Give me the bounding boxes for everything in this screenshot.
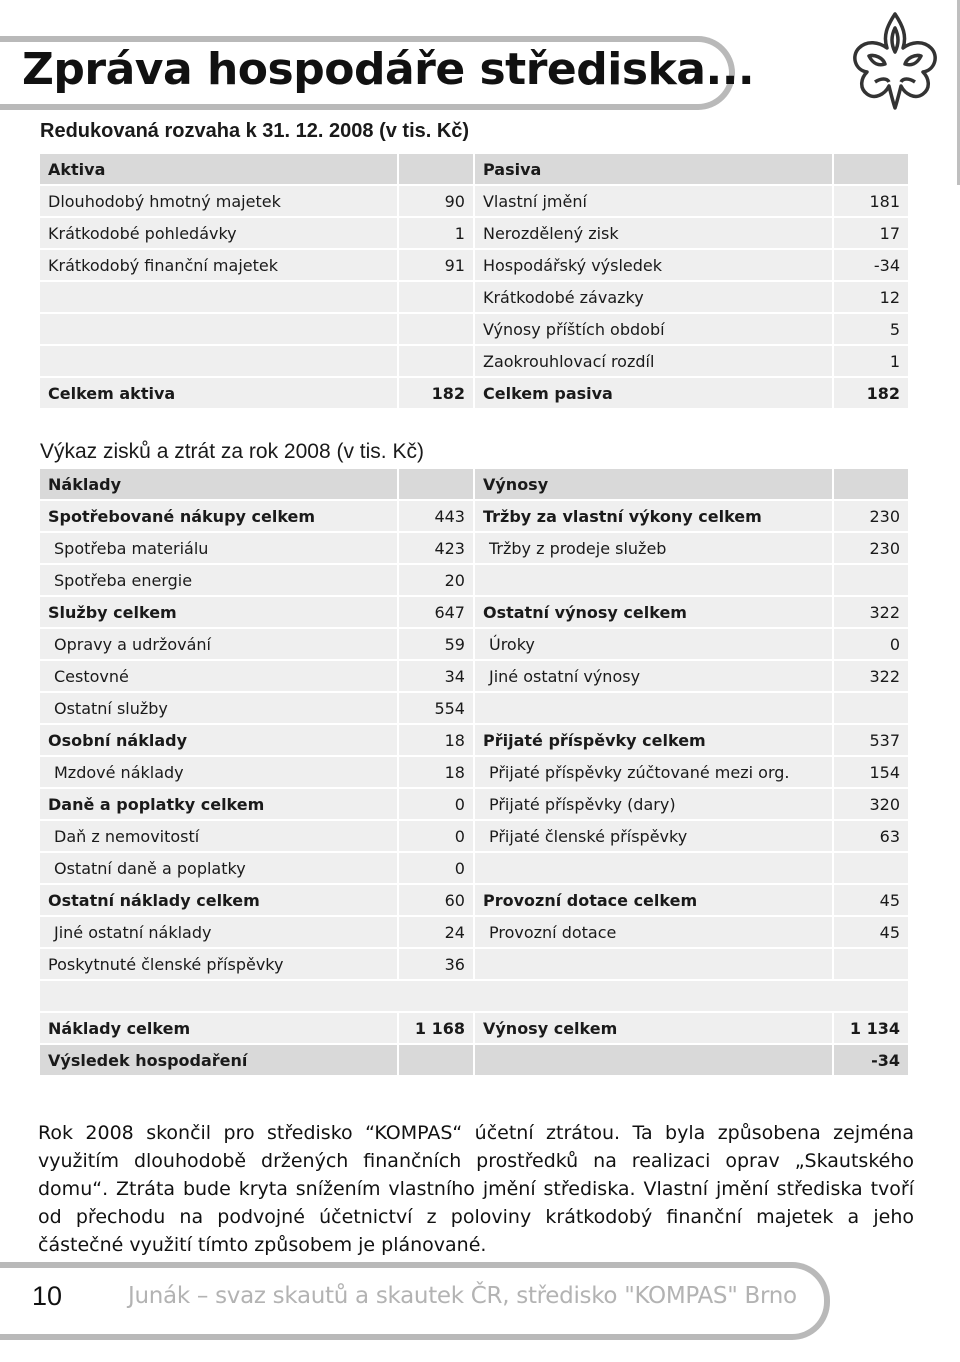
table-row <box>39 185 909 217</box>
total-liabilities-label: Celkem pasiva <box>474 377 833 409</box>
cost-value: 423 <box>398 532 474 564</box>
cost-label: Poskytnuté členské příspěvky <box>39 948 398 980</box>
total-liabilities-value: 182 <box>833 377 909 409</box>
cost-label: Spotřeba materiálu <box>39 532 398 564</box>
page-title: Zpráva hospodáře střediska... <box>22 44 755 95</box>
table-row <box>39 788 909 820</box>
table-row <box>39 820 909 852</box>
balance-table <box>38 152 910 410</box>
revenue-value: 230 <box>833 500 909 532</box>
liability-value: 181 <box>833 185 909 217</box>
revenue-value: 0 <box>833 628 909 660</box>
cost-label: Spotřeba energie <box>39 564 398 596</box>
revenue-label: Ostatní výnosy celkem <box>474 596 833 628</box>
scout-lily-logo <box>845 8 945 113</box>
total-assets-label: Celkem aktiva <box>39 377 398 409</box>
costs-header-blank <box>398 468 474 500</box>
liabilities-header: Pasiva <box>474 153 833 185</box>
balance-total-row <box>39 377 909 409</box>
result-value: -34 <box>833 1044 909 1076</box>
asset-value <box>398 313 474 345</box>
costs-header: Náklady <box>39 468 398 500</box>
revenue-label: Tržby z prodeje služeb <box>474 532 833 564</box>
revenue-label <box>474 948 833 980</box>
cost-value: 34 <box>398 660 474 692</box>
table-row <box>39 596 909 628</box>
revenues-header: Výnosy <box>474 468 833 500</box>
revenue-label: Přijaté členské příspěvky <box>474 820 833 852</box>
asset-label: Krátkodobé pohledávky <box>39 217 398 249</box>
revenue-label: Provozní dotace <box>474 916 833 948</box>
revenue-label: Tržby za vlastní výkony celkem <box>474 500 833 532</box>
revenue-label: Přijaté příspěvky zúčtované mezi org. <box>474 756 833 788</box>
summary-paragraph: Rok 2008 skončil pro středisko “KOMPAS“ účetní ztrátou. Ta byla způsobena zejména využitím dlouhodobě držených finančních prostředků na realizaci oprav „Skautského domu“. Ztráta bude kryta snížením vlastního jmění střediska. Vlastní jmění střediska tvoří od přechodu na podvojné účetnictví z poloviny krátkodobý finanční majetek a jeho částečné využití tímto způsobem je plánované. <box>38 1122 914 1256</box>
income-table <box>38 467 910 1077</box>
cost-value: 59 <box>398 628 474 660</box>
cost-label: Mzdové náklady <box>39 756 398 788</box>
revenue-value: 154 <box>833 756 909 788</box>
liability-value: 17 <box>833 217 909 249</box>
revenue-label: Úroky <box>474 628 833 660</box>
liability-label: Vlastní jmění <box>474 185 833 217</box>
revenue-value: 45 <box>833 916 909 948</box>
result-label: Výsledek hospodaření <box>39 1044 398 1076</box>
liability-label: Výnosy příštích období <box>474 313 833 345</box>
cost-label: Opravy a udržování <box>39 628 398 660</box>
liability-label: Zaokrouhlovací rozdíl <box>474 345 833 377</box>
revenues-header-blank <box>833 468 909 500</box>
table-row <box>39 217 909 249</box>
liability-value: 5 <box>833 313 909 345</box>
balance-heading: Redukovaná rozvaha k 31. 12. 2008 (v tis. Kč) <box>40 120 470 142</box>
asset-label <box>39 345 398 377</box>
liabilities-header-blank <box>833 153 909 185</box>
revenue-label: Přijaté příspěvky celkem <box>474 724 833 756</box>
table-row <box>39 948 909 980</box>
balance-header-row <box>39 153 909 185</box>
cost-label: Ostatní daně a poplatky <box>39 852 398 884</box>
cost-value: 18 <box>398 756 474 788</box>
asset-label: Krátkodobý finanční majetek <box>39 249 398 281</box>
table-row <box>39 756 909 788</box>
liability-value: 1 <box>833 345 909 377</box>
cost-value: 0 <box>398 820 474 852</box>
table-row <box>39 500 909 532</box>
total-revenues-label: Výnosy celkem <box>474 1012 833 1044</box>
asset-value: 90 <box>398 185 474 217</box>
cost-value: 24 <box>398 916 474 948</box>
cost-label: Cestovné <box>39 660 398 692</box>
cost-value: 20 <box>398 564 474 596</box>
asset-label: Dlouhodobý hmotný majetek <box>39 185 398 217</box>
revenue-value <box>833 692 909 724</box>
liability-value: 12 <box>833 281 909 313</box>
cost-value: 647 <box>398 596 474 628</box>
cost-label: Jiné ostatní náklady <box>39 916 398 948</box>
assets-header-blank <box>398 153 474 185</box>
cost-value: 0 <box>398 852 474 884</box>
liability-value: -34 <box>833 249 909 281</box>
asset-value: 91 <box>398 249 474 281</box>
page-number: 10 <box>32 1281 63 1311</box>
assets-header: Aktiva <box>39 153 398 185</box>
table-row <box>39 628 909 660</box>
asset-value: 1 <box>398 217 474 249</box>
cost-value: 443 <box>398 500 474 532</box>
revenue-label <box>474 852 833 884</box>
cost-label: Služby celkem <box>39 596 398 628</box>
cost-label: Daň z nemovitostí <box>39 820 398 852</box>
revenue-label: Jiné ostatní výnosy <box>474 660 833 692</box>
table-row <box>39 313 909 345</box>
income-header-row <box>39 468 909 500</box>
total-assets-value: 182 <box>398 377 474 409</box>
income-total-row <box>39 1012 909 1044</box>
blank-cell <box>39 980 909 1012</box>
table-row <box>39 249 909 281</box>
total-costs-value: 1 168 <box>398 1012 474 1044</box>
revenue-value: 320 <box>833 788 909 820</box>
result-blank <box>474 1044 833 1076</box>
liability-label: Nerozdělený zisk <box>474 217 833 249</box>
asset-value <box>398 345 474 377</box>
table-row <box>39 564 909 596</box>
cost-value: 60 <box>398 884 474 916</box>
revenue-label <box>474 692 833 724</box>
result-blank <box>398 1044 474 1076</box>
revenue-label: Provozní dotace celkem <box>474 884 833 916</box>
liability-label: Hospodářský výsledek <box>474 249 833 281</box>
asset-value <box>398 281 474 313</box>
revenue-label <box>474 564 833 596</box>
revenue-label: Přijaté příspěvky (dary) <box>474 788 833 820</box>
cost-label: Ostatní náklady celkem <box>39 884 398 916</box>
cost-value: 36 <box>398 948 474 980</box>
table-row <box>39 345 909 377</box>
table-row <box>39 724 909 756</box>
cost-label: Spotřebované nákupy celkem <box>39 500 398 532</box>
cost-value: 0 <box>398 788 474 820</box>
cost-value: 554 <box>398 692 474 724</box>
revenue-value <box>833 948 909 980</box>
revenue-value <box>833 852 909 884</box>
table-row <box>39 852 909 884</box>
revenue-value: 322 <box>833 596 909 628</box>
table-row <box>39 281 909 313</box>
result-row <box>39 1044 909 1076</box>
cost-value: 18 <box>398 724 474 756</box>
revenue-value: 63 <box>833 820 909 852</box>
asset-label <box>39 281 398 313</box>
total-costs-label: Náklady celkem <box>39 1012 398 1044</box>
total-revenues-value: 1 134 <box>833 1012 909 1044</box>
revenue-value: 45 <box>833 884 909 916</box>
cost-label: Ostatní služby <box>39 692 398 724</box>
table-row <box>39 692 909 724</box>
blank-row <box>39 980 909 1012</box>
revenue-value: 230 <box>833 532 909 564</box>
table-row <box>39 884 909 916</box>
revenue-value: 537 <box>833 724 909 756</box>
revenue-value <box>833 564 909 596</box>
cost-label: Osobní náklady <box>39 724 398 756</box>
revenue-value: 322 <box>833 660 909 692</box>
table-row <box>39 532 909 564</box>
footer-org-text: Junák – svaz skautů a skautek ČR, středisko "KOMPAS" Brno <box>128 1283 797 1309</box>
asset-label <box>39 313 398 345</box>
cost-label: Daně a poplatky celkem <box>39 788 398 820</box>
liability-label: Krátkodobé závazky <box>474 281 833 313</box>
income-heading: Výkaz zisků a ztrát za rok 2008 (v tis. Kč) <box>40 440 424 463</box>
table-row <box>39 916 909 948</box>
table-row <box>39 660 909 692</box>
